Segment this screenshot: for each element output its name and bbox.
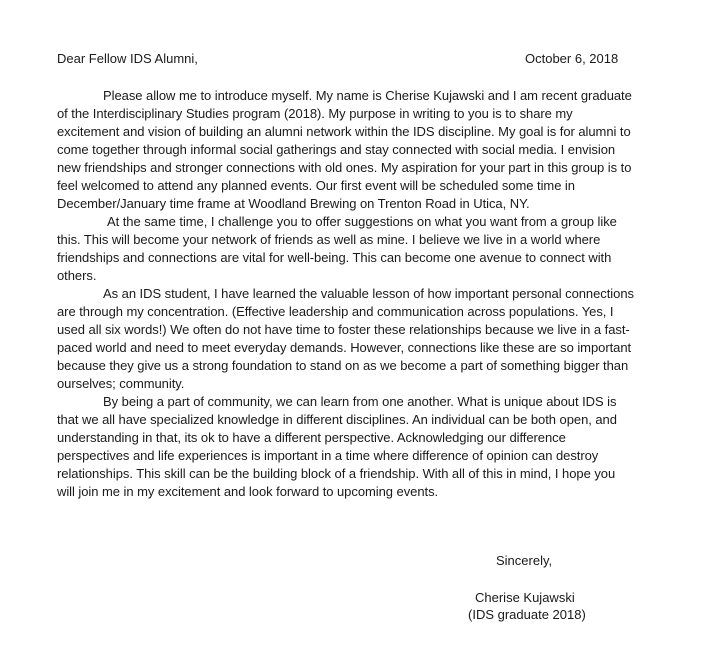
paragraph-community: By being a part of community, we can learn from one another. What is unique about IDS is that we all have specialized knowledge in different disciplines. An individual can be both open, and understanding in that, its ok to have a different perspective. Acknowledging our difference perspectives and life experiences is important in a time where difference of opinion can destroy relationships. This skill can be the building block of a friendship. With all of this in mind, I hope you will join me in my excitement and look forward to upcoming events. bbox=[57, 394, 617, 499]
paragraph-challenge: At the same time, I challenge you to offer suggestions on what you want from a group like this. This will become your network of friends as well as mine. I believe we live in a world where friendships and connections are vital for well-being. This can become one avenue to connect with others. bbox=[57, 214, 617, 283]
salutation: Dear Fellow IDS Alumni, bbox=[57, 51, 198, 66]
paragraph-connections: As an IDS student, I have learned the valuable lesson of how important personal connections are through my concentration. (Effective leadership and communication across populations. Yes, I used all six words!) We often do not have time to foster these relationships because we live in a fast-paced world and need to meet everyday demands. However, connections like these are so important because they give us a strong foundation to stand on as we become a part of something bigger than ourselves; community. bbox=[57, 286, 634, 391]
signer-name: Cherise Kujawski bbox=[475, 590, 575, 605]
letter-date: October 6, 2018 bbox=[525, 51, 619, 66]
letter-body bbox=[57, 87, 635, 501]
paragraph-introduction: Please allow me to introduce myself. My name is Cherise Kujawski and I am recent graduate of the Interdisciplinary Studies program (2018). My purpose in writing to you is to share my excitement and vision of building an alumni network within the IDS discipline. My goal is for alumni to come together through informal social gatherings and stay connected with social media. I envision new friendships and stronger connections with old ones. My aspiration for your part in this group is to feel welcomed to attend any planned events. Our first event will be scheduled some time in December/January time frame at Woodland Brewing on Trenton Road in Utica, NY. bbox=[57, 88, 632, 211]
closing: Sincerely, bbox=[496, 553, 553, 568]
signer-title: (IDS graduate 2018) bbox=[468, 607, 586, 622]
